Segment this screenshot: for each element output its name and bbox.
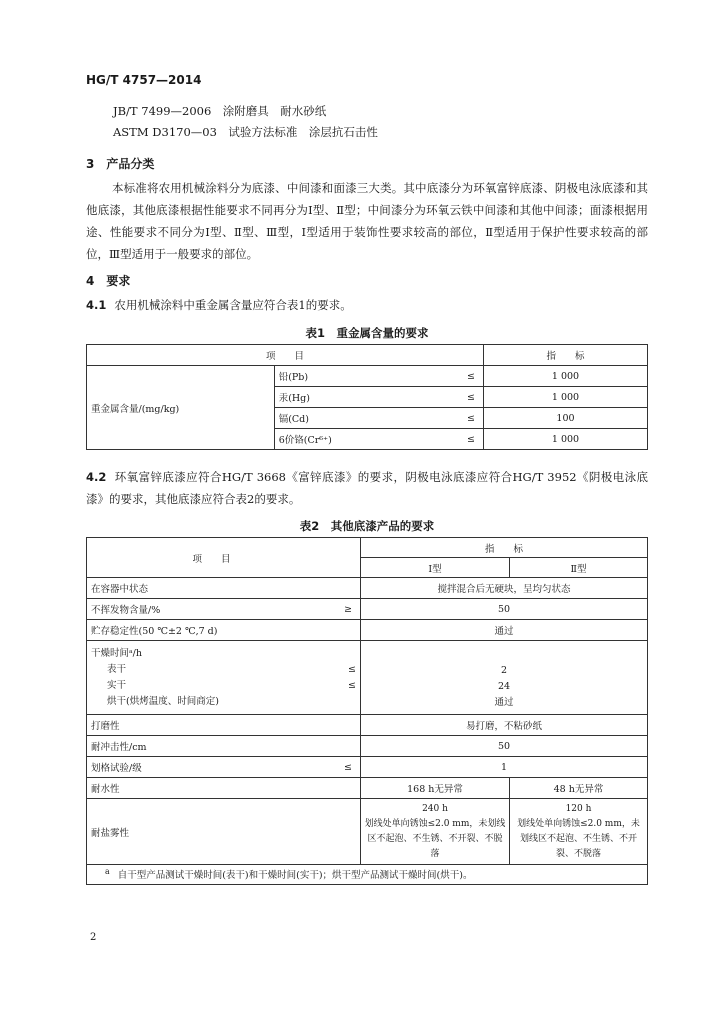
table-1-row-value: 100 — [484, 408, 648, 429]
table-2-head-item: 项 目 — [87, 538, 337, 578]
table-2-row-water-value-2: 48 h无异常 — [510, 778, 648, 799]
clause-4-2-number: 4.2 — [86, 470, 107, 484]
normative-reference-1: JB/T 7499—2006 涂附磨具 耐水砂纸 — [113, 104, 327, 118]
table-2-row-salt-spray-value-2 — [510, 799, 648, 865]
table-1-row-sym: ≤ — [426, 366, 483, 387]
standard-code-header: HG/T 4757—2014 — [86, 73, 202, 87]
table-1-heavy-metals — [86, 344, 648, 450]
table-1-row-sym: ≤ — [426, 387, 483, 408]
table-2-head-value: 指 标 — [361, 538, 648, 558]
table-2-row-state: 在容器中状态 — [87, 578, 361, 599]
table-2-row-salt-spray-value-1 — [361, 799, 510, 865]
section-3-heading: 3 产品分类 — [86, 157, 155, 171]
table-2-row-sanding: 打磨性 — [87, 715, 361, 736]
table-1-row-sym: ≤ — [426, 408, 483, 429]
table-2-salt-spray-text-2: 划线处单向锈蚀≤2.0 mm，未划线区不起泡、不生锈、不开裂、不脱落 — [517, 818, 640, 859]
table-2-salt-spray-hours-1: 240 h — [422, 803, 448, 814]
table-2-row-crosscut: 划格试验/级 — [87, 757, 337, 778]
table-2-drying-surface-sym: ≤ — [348, 663, 356, 675]
table-1-row-name: 汞(Hg) — [274, 387, 426, 408]
clause-4-1-text: 农用机械涂料中重金属含量应符合表1的要求。 — [114, 298, 352, 312]
table-2-drying-hard-sym: ≤ — [348, 679, 356, 691]
clause-4-1 — [86, 294, 648, 316]
table-2-row-salt-spray: 耐盐雾性 — [87, 799, 361, 865]
table-2-drying-surface — [91, 662, 356, 678]
table-2-row-state-value: 搅拌混合后无硬块，呈均匀状态 — [361, 578, 648, 599]
table-2-drying-bake-value: 通过 — [494, 697, 514, 708]
table-2-row-sanding-value: 易打磨，不粘砂纸 — [361, 715, 648, 736]
table-2-head-type-2: Ⅱ型 — [510, 558, 648, 578]
table-2-drying-surface-label: 表干 — [107, 663, 127, 675]
normative-reference-2: ASTM D3170—03 试验方法标准 涂层抗石击性 — [113, 125, 378, 139]
table-2-row-impact-value: 50 — [361, 736, 648, 757]
table-2-drying-bake — [91, 694, 356, 710]
table-2-footnote-mark: a — [105, 867, 110, 877]
table-2-row-nonvolatile-sym: ≥ — [336, 599, 361, 620]
table-2-drying-hard-value: 24 — [497, 681, 511, 692]
table-1-row-value: 1 000 — [484, 387, 648, 408]
table-2-row-drying-values — [361, 641, 648, 715]
table-2-salt-spray-text-1: 划线处单向锈蚀≤2.0 mm，未划线区不起泡、不生锈、不开裂、不脱落 — [364, 818, 506, 859]
table-1-row-value: 1 000 — [484, 429, 648, 450]
table-1-row-value: 1 000 — [484, 366, 648, 387]
table-2-row-nonvolatile: 不挥发物含量/% — [87, 599, 337, 620]
section-4-heading: 4 要求 — [86, 274, 131, 288]
table-1-row-name: 铅(Pb) — [274, 366, 426, 387]
table-2-salt-spray-hours-2: 120 h — [565, 803, 592, 814]
table-2-row-crosscut-sym: ≤ — [336, 757, 361, 778]
section-3-paragraph: 本标准将农用机械涂料分为底漆、中间漆和面漆三大类。其中底漆分为环氧富锌底漆、阴极电泳底漆和其他底漆，其他底漆根据性能要求不同再分为Ⅰ型、Ⅱ型；中间漆分为环氧云铁中间漆和其他中间漆；面漆根据用途、性能要求不同分为Ⅰ型、Ⅱ型、Ⅲ型，Ⅰ型适用于装饰性要求较高的部位，Ⅱ型适用于保护性要求较高的部位，Ⅲ型适用于一般要求的部位。 — [86, 181, 648, 261]
table-2-row-crosscut-value: 1 — [361, 757, 648, 778]
table-2-drying-label: 干燥时间ᵃ/h — [91, 647, 142, 659]
table-2-head-type-1: Ⅰ型 — [361, 558, 510, 578]
table-1-caption: 表1 重金属含量的要求 — [305, 326, 429, 340]
table-2-caption: 表2 其他底漆产品的要求 — [299, 519, 435, 533]
table-1-row-name: 6价铬(Cr⁶⁺) — [274, 429, 426, 450]
table-1-head-item: 项 目 — [87, 345, 484, 366]
table-2-drying-surface-value: 2 — [500, 665, 508, 676]
table-1-head-value: 指 标 — [484, 345, 648, 366]
table-2-other-primers — [86, 537, 648, 885]
table-1-row-name: 镉(Cd) — [274, 408, 426, 429]
table-1-group-label: 重金属含量/(mg/kg) — [87, 366, 275, 450]
table-2-row-storage: 贮存稳定性(50 ℃±2 ℃,7 d) — [87, 620, 361, 641]
table-2-row-water: 耐水性 — [87, 778, 361, 799]
table-2-drying-hard-label: 实干 — [107, 679, 127, 691]
table-2-footnote-text: 自干型产品测试干燥时间(表干)和干燥时间(实干)；烘干型产品测试干燥时间(烘干)。 — [117, 870, 473, 882]
table-2-row-water-value-1: 168 h无异常 — [361, 778, 510, 799]
table-1-row-sym: ≤ — [426, 429, 483, 450]
table-2-row-impact: 耐冲击性/cm — [87, 736, 361, 757]
clause-4-2 — [86, 466, 648, 510]
table-2-head-gap — [336, 538, 361, 578]
table-2-drying-hard — [91, 678, 356, 694]
table-2-row-storage-value: 通过 — [361, 620, 648, 641]
clause-4-2-text: 环氧富锌底漆应符合HG/T 3668《富锌底漆》的要求，阴极电泳底漆应符合HG/T 3952《阴极电泳底漆》的要求，其他底漆应符合表2的要求。 — [86, 470, 648, 506]
page-number: 2 — [90, 932, 97, 943]
table-2-drying-bake-label: 烘干(烘烤温度、时间商定) — [107, 695, 219, 707]
table-2-row-drying — [87, 641, 361, 715]
table-2-row-nonvolatile-value: 50 — [361, 599, 648, 620]
table-2-footnote — [87, 865, 648, 885]
clause-4-1-number: 4.1 — [86, 298, 107, 312]
